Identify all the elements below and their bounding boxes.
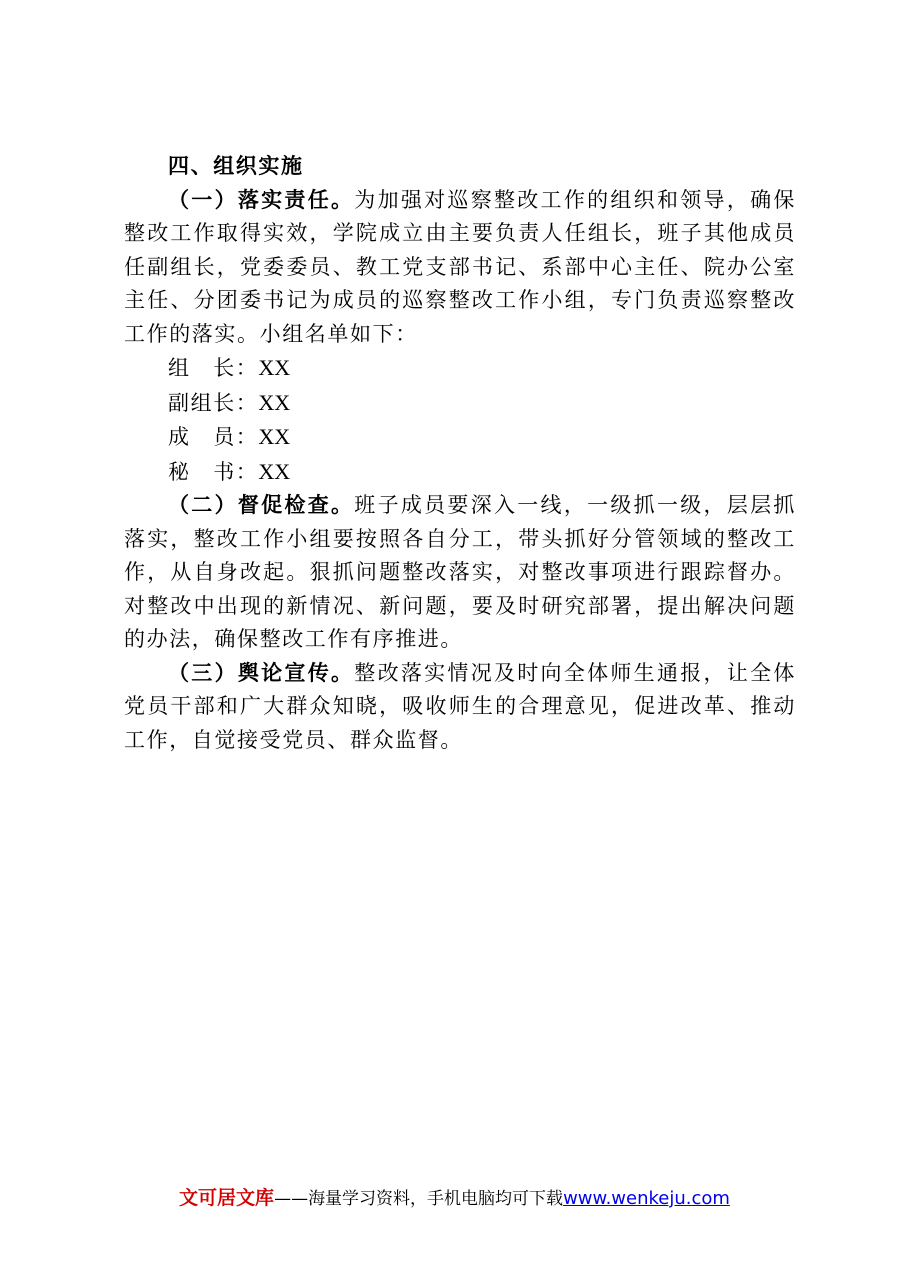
section-heading: 四、组织实施 xyxy=(168,154,304,178)
footer-dash: —— xyxy=(274,1189,309,1209)
member-row-secretary xyxy=(124,455,796,490)
member-name: XX xyxy=(258,355,291,380)
document-body xyxy=(124,150,796,757)
member-role: 成 员： xyxy=(168,425,259,449)
paragraph-lead: （三）舆论宣传。 xyxy=(168,660,355,685)
footer-link[interactable]: www.wenkeju.com xyxy=(563,1188,730,1209)
member-row-member xyxy=(124,420,796,455)
member-row-leader xyxy=(124,351,796,386)
paragraph-text: 班子成员要深入一线，一级抓一级，层层抓落实，整改工作小组要按照各自分工，带头抓好分管领域的整改工作，从自身改起。狠抓问题整改落实，对整改事项进行跟踪督办。对整改中出现的新情况、新问题，要及时研究部署，提出解决问题的办法，确保整改工作有序推进。 xyxy=(124,493,796,651)
member-list xyxy=(124,351,796,489)
paragraph-text: 整改落实情况及时向全体师生通报，让全体党员干部和广大群众知晓，吸收师生的合理意见，促进改革、推动工作，自觉接受党员、群众监督。 xyxy=(124,660,796,752)
member-row-deputy xyxy=(124,386,796,421)
page-footer xyxy=(0,1183,909,1210)
paragraph-publicity xyxy=(124,657,796,758)
member-name: XX xyxy=(258,424,291,449)
paragraph-lead: （一）落实责任。 xyxy=(168,187,355,212)
paragraph-responsibility xyxy=(124,184,796,352)
footer-brand: 文可居文库 xyxy=(179,1187,275,1209)
member-name: XX xyxy=(258,389,291,415)
member-role: 秘 书： xyxy=(168,459,259,484)
member-role: 组 长： xyxy=(168,356,259,380)
footer-slogan: 海量学习资料，手机电脑均可下载 xyxy=(308,1189,564,1209)
member-role: 副组长： xyxy=(168,390,259,415)
paragraph-supervision xyxy=(124,489,796,657)
paragraph-text: 为加强对巡察整改工作的组织和领导，确保整改工作取得实效，学院成立由主要负责人任组长，班子其他成员任副组长，党委委员、教工党支部书记、系部中心主任、院办公室主任、分团委书记为成员的巡察整改工作小组，专门负责巡察整改工作的落实。小组名单如下： xyxy=(124,187,796,346)
paragraph-lead: （二）督促检查。 xyxy=(168,493,355,517)
member-name: XX xyxy=(258,458,291,484)
